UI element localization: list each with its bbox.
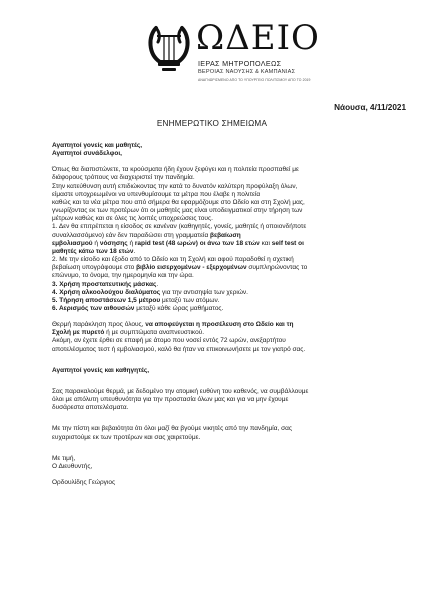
greeting-line: Αγαπητοί συνάδελφοι, <box>52 150 122 158</box>
text-line: καθώς και τα νέα μέτρα που από σήμερα θα εφαρμόζουμε στο Ωδείο και στη Σχολή μας, <box>52 198 305 206</box>
text-span: συναλλασσόμενο) εάν δεν παραδώσει στη γραμματεία <box>52 231 211 239</box>
parents-heading: Αγαπητοί γονείς και καθηγητές, <box>52 366 150 374</box>
text-span: και <box>259 239 272 247</box>
brand-subtitle-region: ΒΕΡΟΙΑΣ ΝΑΟΥΣΗΣ & ΚΑΜΠΑΝΙΑΣ <box>198 69 296 75</box>
signature-line: Ο Διευθυντής, <box>52 462 93 470</box>
rule-4 <box>52 289 398 297</box>
text-span: εμβολιασμού <box>52 239 93 247</box>
text-line: δυσάρεστα αποτελέσματα. <box>52 404 129 412</box>
brand-accreditation: ΑΝΑΓΝΩΡΙΣΜΕΝΟ ΑΠΟ ΤΟ ΥΠΟΥΡΓΕΙΟ ΠΟΛΙΤΙΣΜΟΥ ΑΠΟ ΤΟ 2019 <box>198 78 311 82</box>
rule-2: 2. Με την είσοδο και έξοδο από το Ωδείο και τη Σχολή και αφού παραδοθεί η σχετική <box>52 256 294 264</box>
text-span: βιβλίο εισερχομένων - εξερχομένων <box>136 264 247 272</box>
text-span: 5. Τήρηση αποστάσεων 1,5 μέτρου <box>52 296 161 304</box>
signature-line: Με τιμή, <box>52 454 76 462</box>
request-line: αποτελέσματος τεστ ή εμβολιασμού, καλό θα ήταν να επικοινωνήσετε με τον γιατρό σας. <box>52 345 306 353</box>
text-span: self test οι <box>271 239 304 247</box>
text-line: όλοι με απόλυτη υπευθυνότητα για την προστασία όλων μας και για να μην έχουμε <box>52 396 289 404</box>
signature-name: Ορδουλίδης Γεώργιος <box>52 479 116 486</box>
greeting-line: Αγαπητοί γονείς και μαθητές, <box>52 142 143 149</box>
text-span: ή με συμπτώματα αναπνευστικού. <box>104 329 205 337</box>
text-line: Με την πίστη και βεβαιότητα ότι όλοι μαζί θα βγούμε νικητές από την πανδημία, σας <box>52 425 292 433</box>
text-span: ή <box>127 239 135 247</box>
rule-1: 1. Δεν θα επιτρέπεται η είσοδος σε κανέναν (καθηγητές, γονείς, μαθητές ή οποιονδήποτε <box>52 223 307 231</box>
text-span: 4. Χρήση αλκοολούχου διαλύματος <box>52 288 161 296</box>
text-span: 6. Αερισμός των αιθουσών <box>52 304 135 312</box>
rule-1-line <box>52 248 398 256</box>
brand-subtitle: ΙΕΡΑΣ ΜΗΤΡΟΠΟΛΕΩΣ <box>198 59 282 68</box>
text-line: Στην κατεύθυνση αυτή επιδιώκοντας την κατά το δυνατόν καλύτερη προφύλαξη όλων, <box>52 182 298 190</box>
rule-3 <box>52 281 398 289</box>
text-span: rapid test (48 ωρών) οι άνω των 18 ετών <box>134 239 260 247</box>
text-span: μαθητές κάτω των 18 ετών <box>52 247 134 255</box>
text-line: Όπως θα διαπιστώνετε, τα κρούσματα ήδη έχουν ξεφύγει και η πολιτεία προσπαθεί με <box>52 166 299 174</box>
text-span: για την αντισηψία των χεριών. <box>160 288 248 296</box>
text-span: μεταξύ κάθε ώρας μαθήματος. <box>134 304 224 312</box>
text-span: μεταξύ των ατόμων. <box>160 296 220 304</box>
text-span: βεβαίωση υπογράφουμε στο <box>52 264 137 272</box>
rule-1-line <box>52 232 398 240</box>
text-span: . <box>133 247 136 255</box>
text-span: . <box>156 280 159 288</box>
rule-6 <box>52 305 398 313</box>
text-span: βεβαίωση <box>210 231 241 239</box>
document-date: Νάουσα, 4/11/2021 <box>334 103 406 112</box>
rule-2-line: επώνυμο, το όνομα, την ημερομηνία και την ώρα. <box>52 272 194 280</box>
text-line: μέτρων καθώς και σε όλες τις λοιπές υποχρεώσεις τους. <box>52 215 213 223</box>
rule-1-line <box>52 240 398 248</box>
text-line: Σας παρακαλούμε θερμά, με δεδομένο την ατομική ευθύνη του καθενός, να συμβάλλουμε <box>52 387 309 395</box>
text-span: Θερμή παράκληση προς όλους, <box>52 321 146 329</box>
brand-title: ΩΔΕΙΟ <box>196 18 320 58</box>
request-line: Ακόμη, αν έχετε έρθει σε επαφή με άτομο που νοσεί εντός 72 ωρών, ανεξαρτήτου <box>52 337 286 345</box>
text-line: γνωρίζοντας εκ των προτέρων ότι οι μαθητές μας είναι υποδειγματικοί στην τήρηση των <box>52 207 303 215</box>
text-span: συμπληρώνοντας το <box>246 264 308 272</box>
lyre-logo-icon <box>146 22 192 78</box>
text-line: ευχαριστούμε εκ των προτέρων και σας χαιρετούμε. <box>52 433 201 441</box>
document-title: ΕΝΗΜΕΡΩΤΙΚΟ ΣΗΜΕΙΩΜΑ <box>156 119 268 128</box>
text-line: διάφορους τρόπους να διαχειριστεί την πανδημία. <box>52 174 195 182</box>
text-span: Σχολή με πυρετό <box>52 329 105 337</box>
text-span: 3. Χρήση προστατευτικής μάσκας <box>52 280 157 288</box>
text-span: νόσησης <box>99 239 128 247</box>
text-span: ή <box>92 239 100 247</box>
text-line: είμαστε υποχρεωμένοι να υπενθυμίσουμε τα μέτρα που έλαβε η πολιτεία <box>52 190 261 198</box>
rule-5 <box>52 297 398 305</box>
document-body <box>52 142 398 487</box>
text-span: να αποφεύγεται η προσέλευση στο Ωδείο και τη <box>145 321 294 329</box>
